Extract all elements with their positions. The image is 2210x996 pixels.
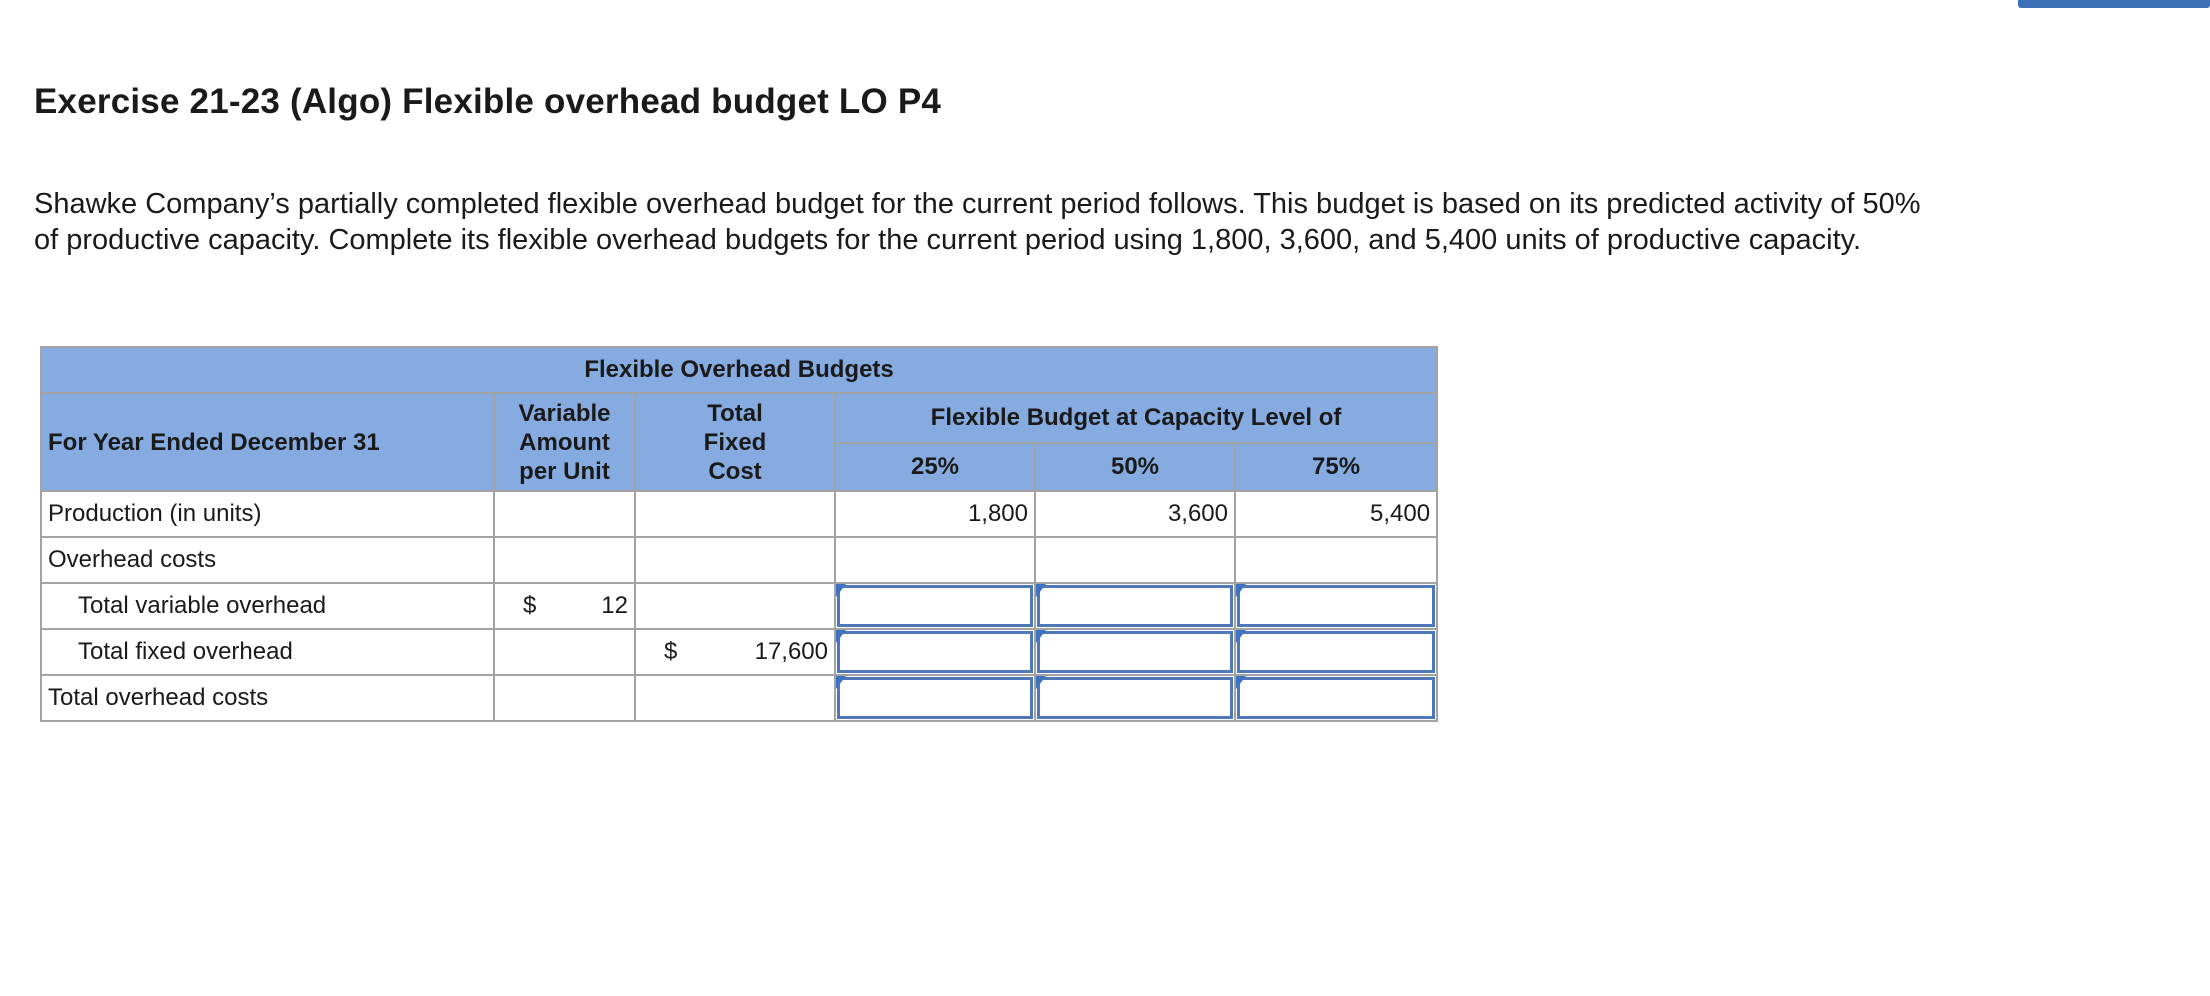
empty-cell bbox=[494, 491, 635, 537]
total-overhead-50-input[interactable] bbox=[1037, 677, 1233, 719]
row-label: Total variable overhead bbox=[41, 583, 494, 629]
empty-cell bbox=[494, 537, 635, 583]
input-marker-icon bbox=[1036, 630, 1046, 643]
top-accent-bar bbox=[2018, 0, 2210, 8]
input-marker-icon bbox=[1036, 584, 1046, 597]
units-50: 3,600 bbox=[1035, 491, 1235, 537]
input-marker-icon bbox=[836, 584, 846, 597]
currency-symbol: $ bbox=[523, 592, 537, 619]
empty-cell bbox=[635, 675, 835, 721]
table-caption: Flexible Overhead Budgets bbox=[41, 347, 1437, 393]
variable-overhead-50-input[interactable] bbox=[1037, 585, 1233, 627]
empty-cell bbox=[635, 491, 835, 537]
variable-amount-header bbox=[494, 393, 635, 491]
total-overhead-25-cell bbox=[835, 675, 1035, 721]
row-label: Total overhead costs bbox=[41, 675, 494, 721]
exercise-title: Exercise 21-23 (Algo) Flexible overhead budget LO P4 bbox=[34, 82, 942, 121]
fixed-cost-value: 17,600 bbox=[754, 638, 828, 665]
variable-per-unit-cell bbox=[494, 583, 635, 629]
empty-cell bbox=[835, 537, 1035, 583]
variable-overhead-75-input[interactable] bbox=[1237, 585, 1435, 627]
variable-header-line: per Unit bbox=[519, 457, 610, 485]
variable-overhead-25-input[interactable] bbox=[837, 585, 1033, 627]
flex-budget-header: Flexible Budget at Capacity Level of bbox=[835, 393, 1437, 443]
empty-cell bbox=[1235, 537, 1437, 583]
variable-overhead-50-cell bbox=[1035, 583, 1235, 629]
row-label: Total fixed overhead bbox=[41, 629, 494, 675]
total-overhead-75-cell bbox=[1235, 675, 1437, 721]
row-label: Overhead costs bbox=[41, 537, 494, 583]
input-marker-icon bbox=[1236, 630, 1246, 643]
level-75-header: 75% bbox=[1235, 443, 1437, 491]
variable-header-line: Variable bbox=[518, 399, 611, 427]
fixed-overhead-50-cell bbox=[1035, 629, 1235, 675]
table-row-variable-overhead bbox=[41, 583, 1437, 629]
table-row-fixed-overhead bbox=[41, 629, 1437, 675]
table-row-overhead-costs bbox=[41, 537, 1437, 583]
empty-cell bbox=[1035, 537, 1235, 583]
input-marker-icon bbox=[1036, 676, 1046, 689]
empty-cell bbox=[494, 675, 635, 721]
exercise-prompt: Shawke Company’s partially completed flexible overhead budget for the current period follows. This budget is based on its predicted activity of 50% of productive capacity. Complete its flexible overhead budgets for the current period using 1,800, 3,600, and 5,400 units of productive capacity. bbox=[34, 188, 1921, 256]
empty-cell bbox=[635, 537, 835, 583]
input-marker-icon bbox=[1236, 584, 1246, 597]
total-overhead-75-input[interactable] bbox=[1237, 677, 1435, 719]
units-25: 1,800 bbox=[835, 491, 1035, 537]
table-row-total-overhead bbox=[41, 675, 1437, 721]
currency-symbol: $ bbox=[664, 638, 678, 665]
empty-cell bbox=[494, 629, 635, 675]
input-marker-icon bbox=[836, 630, 846, 643]
fixed-overhead-25-cell bbox=[835, 629, 1035, 675]
empty-cell bbox=[635, 583, 835, 629]
total-overhead-25-input[interactable] bbox=[837, 677, 1033, 719]
fixed-header-line: Total bbox=[707, 399, 763, 427]
fixed-header-line: Cost bbox=[708, 457, 762, 485]
variable-overhead-75-cell bbox=[1235, 583, 1437, 629]
fixed-overhead-75-input[interactable] bbox=[1237, 631, 1435, 673]
fixed-cost-header bbox=[635, 393, 835, 491]
period-header: For Year Ended December 31 bbox=[41, 393, 494, 491]
row-label: Production (in units) bbox=[41, 491, 494, 537]
fixed-overhead-25-input[interactable] bbox=[837, 631, 1033, 673]
input-marker-icon bbox=[836, 676, 846, 689]
fixed-overhead-75-cell bbox=[1235, 629, 1437, 675]
level-25-header: 25% bbox=[835, 443, 1035, 491]
fixed-cost-cell bbox=[635, 629, 835, 675]
fixed-overhead-50-input[interactable] bbox=[1037, 631, 1233, 673]
flexible-budget-table bbox=[40, 346, 1438, 722]
units-75: 5,400 bbox=[1235, 491, 1437, 537]
level-50-header: 50% bbox=[1035, 443, 1235, 491]
variable-overhead-25-cell bbox=[835, 583, 1035, 629]
variable-header-line: Amount bbox=[519, 428, 610, 456]
table-row-production bbox=[41, 491, 1437, 537]
total-overhead-50-cell bbox=[1035, 675, 1235, 721]
fixed-header-line: Fixed bbox=[703, 428, 767, 456]
variable-per-unit-value: 12 bbox=[601, 592, 628, 619]
input-marker-icon bbox=[1236, 676, 1246, 689]
